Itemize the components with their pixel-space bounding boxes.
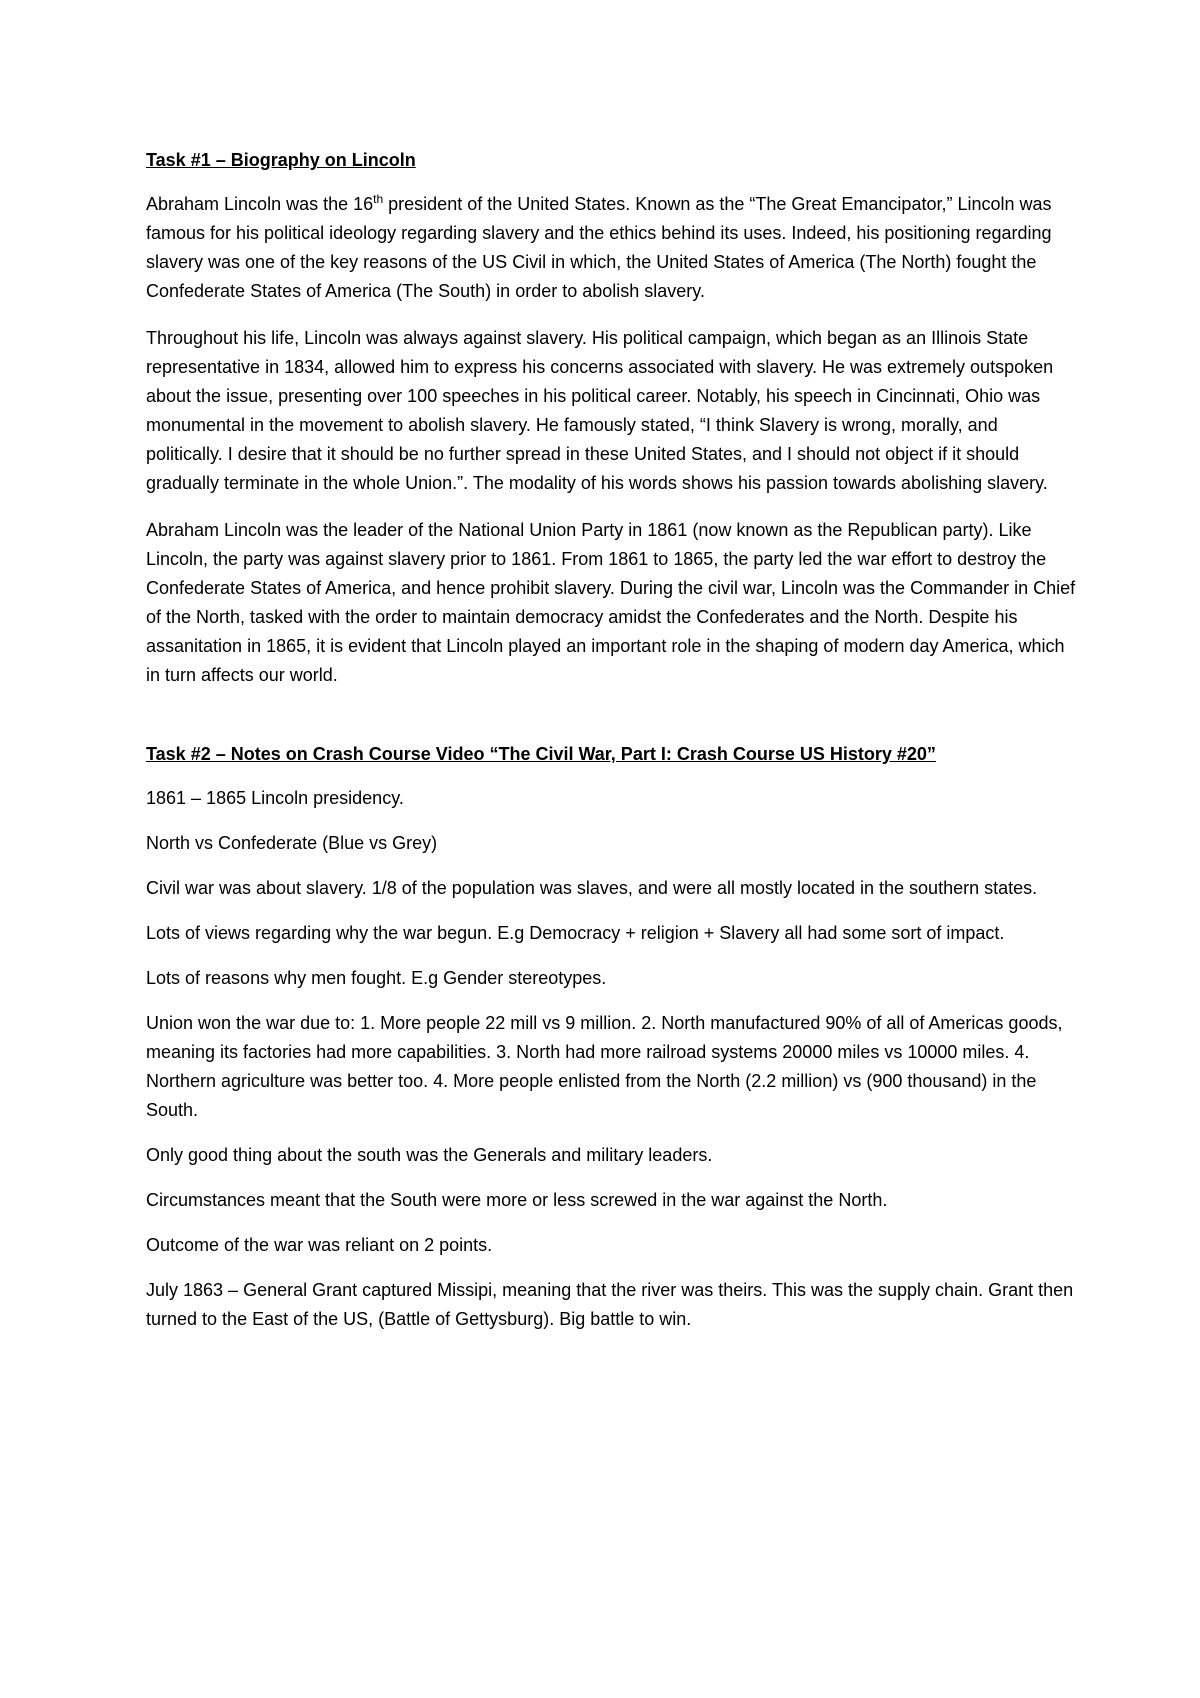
note-item: Union won the war due to: 1. More people 22 mill vs 9 million. 2. North manufactured 90% of all of Americas goods, meaning its factories had more capabilities. 3. North had more railroad systems 20000 miles vs 10000 miles. 4. Northern agriculture was better too. 4. More people enlisted from the North (2.2 million) vs (900 thousand) in the South.: [146, 1013, 1063, 1120]
note-item: July 1863 – General Grant captured Missipi, meaning that the river was theirs. This was the supply chain. Grant then turned to the East of the US, (Battle of Gettysburg). Big battle to win.: [146, 1280, 1074, 1329]
biography-paragraph-2: Throughout his life, Lincoln was always against slavery. His political campaign, which began as an Illinois State representative in 1834, allowed him to express his concerns associated with slavery. He was extremely outspoken about the issue, presenting over 100 speeches in his political career. Notably, his speech in Cincinnati, Ohio was monumental in the movement to abolish slavery. He famously stated, “I think Slavery is wrong, morally, and politically. I desire that it should be no further spread in these United States, and I should not object if it should gradually terminate in the whole Union.”. The modality of his words shows his passion towards abolishing slavery.: [146, 328, 1054, 493]
task-2-heading: Task #2 – Notes on Crash Course Video “The Civil War, Part I: Crash Course US History #20”: [146, 744, 936, 764]
note-item: Circumstances meant that the South were more or less screwed in the war against the North.: [146, 1190, 888, 1210]
note-item: 1861 – 1865 Lincoln presidency.: [146, 788, 404, 808]
note-item: North vs Confederate (Blue vs Grey): [146, 833, 438, 853]
biography-paragraph-3: Abraham Lincoln was the leader of the National Union Party in 1861 (now known as the Republican party). Like Lincoln, the party was against slavery prior to 1861. From 1861 to 1865, the party led the war effort to destroy the Confederate States of America, and hence prohibit slavery. During the civil war, Lincoln was the Commander in Chief of the North, tasked with the order to maintain democracy amidst the Confederates and the North. Despite his assanitation in 1865, it is evident that Lincoln played an important role in the shaping of modern day America, which in turn affects our world.: [146, 520, 1076, 685]
task-2-section: [146, 740, 1076, 1334]
note-item: Lots of views regarding why the war begun. E.g Democracy + religion + Slavery all had some sort of impact.: [146, 923, 1005, 943]
paragraph-text-end: president of the United States. Known as the “The Great Emancipator,” Lincoln was famous for his political ideology regarding slavery and the ethics behind its uses. Indeed, his positioning regarding slavery was one of the key reasons of the US Civil in which, the United States of America (The North) fought the Confederate States of America (The South) in order to abolish slavery.: [146, 194, 1052, 301]
document-page: [146, 146, 1076, 1350]
paragraph-text-start: Abraham Lincoln was the 16: [146, 194, 374, 214]
task-1-heading: Task #1 – Biography on Lincoln: [146, 150, 416, 170]
note-item: Only good thing about the south was the Generals and military leaders.: [146, 1145, 713, 1165]
task-1-section: [146, 146, 1076, 690]
note-item: Lots of reasons why men fought. E.g Gender stereotypes.: [146, 968, 607, 988]
ordinal-suffix: th: [373, 192, 384, 206]
biography-paragraph-1: [146, 190, 1076, 306]
note-item: Civil war was about slavery. 1/8 of the population was slaves, and were all mostly located in the southern states.: [146, 878, 1038, 898]
note-item: Outcome of the war was reliant on 2 points.: [146, 1235, 493, 1255]
